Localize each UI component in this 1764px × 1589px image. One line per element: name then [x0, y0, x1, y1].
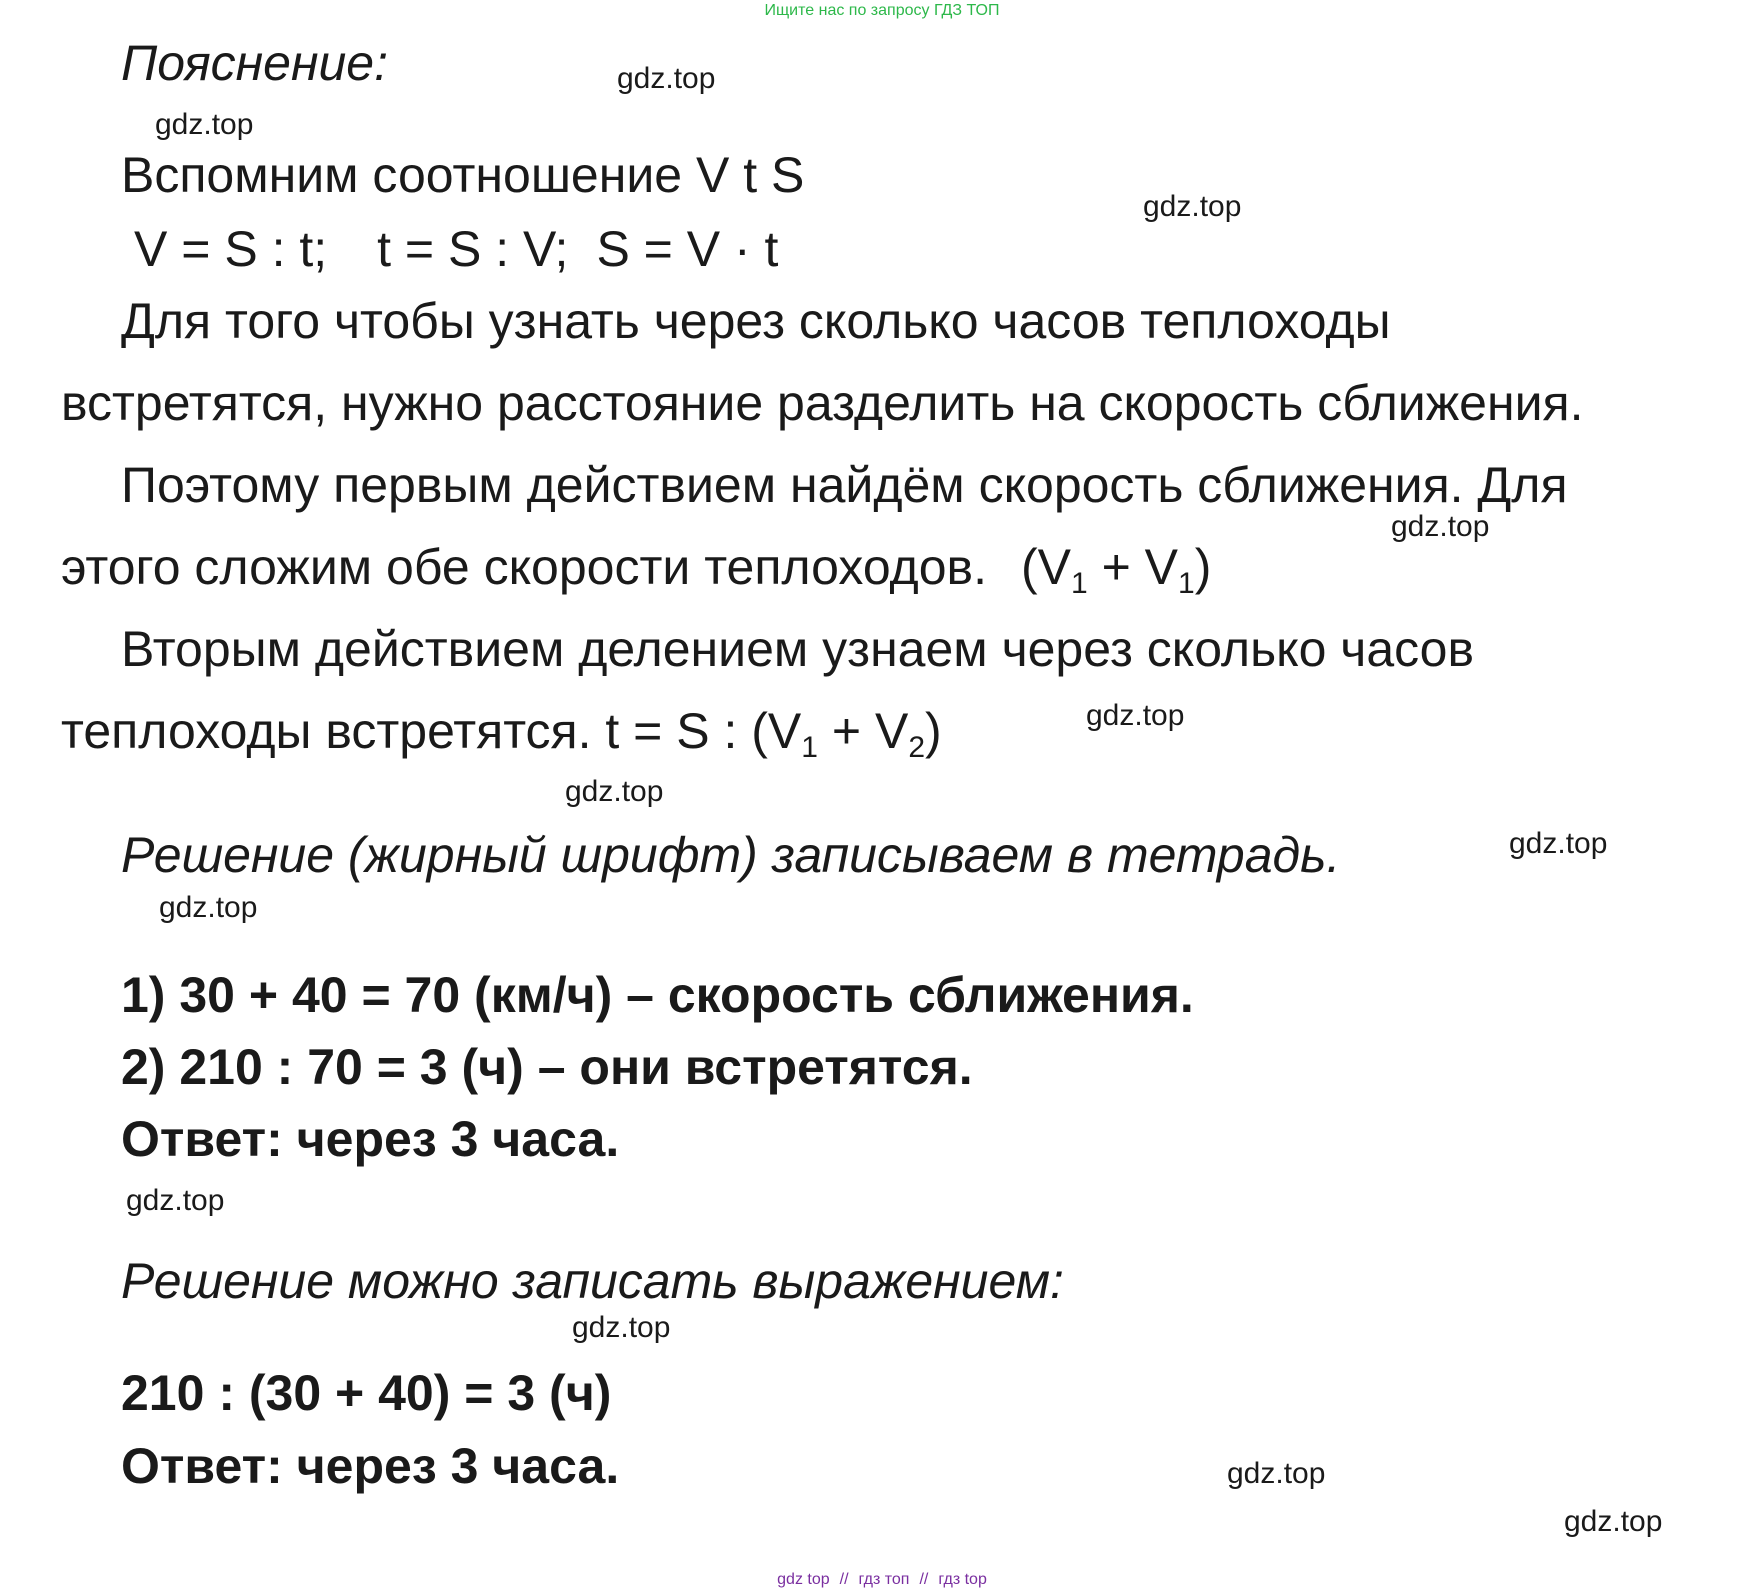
para3-line1: Вторым действием делением узнаем через сколько часов — [121, 621, 1475, 677]
formula-t: t = S : V; — [377, 221, 569, 277]
explanation-heading: Пояснение: — [121, 35, 388, 91]
para1-line1: Для того чтобы узнать через сколько часов теплоходы — [121, 293, 1391, 349]
footer-link-gdz-top-mixed[interactable]: гдз top — [938, 1571, 987, 1588]
watermark: gdz.top — [572, 1311, 671, 1344]
expression-answer: Ответ: через 3 часа. — [121, 1438, 620, 1494]
para3-line2 — [61, 703, 942, 764]
para3-text: теплоходы встретятся. t = S : (V — [61, 703, 802, 759]
formula-s: S = V · t — [596, 221, 779, 277]
para2-line1: Поэтому первым действием найдём скорость сближения. Для — [121, 457, 1568, 513]
solution-answer: Ответ: через 3 часа. — [121, 1111, 620, 1167]
watermark: gdz.top — [1391, 510, 1490, 543]
para2-text: этого сложим обе скорости теплоходов. — [61, 539, 987, 595]
solution-step2: 2) 210 : 70 = 3 (ч) – они встретятся. — [121, 1039, 973, 1095]
watermark: gdz.top — [565, 775, 664, 808]
footer-link-gdz-top-ru[interactable]: гдз топ — [858, 1571, 910, 1588]
para2-expr-close: ) — [1194, 539, 1212, 595]
footer-separator: // — [839, 1571, 849, 1588]
expression-formula: 210 : (30 + 40) = 3 (ч) — [121, 1365, 612, 1421]
watermark: gdz.top — [1564, 1505, 1663, 1538]
footer-link-gdz-top[interactable]: gdz top — [777, 1571, 830, 1588]
expression-heading: Решение можно записать выражением: — [121, 1253, 1064, 1309]
watermark: gdz.top — [1227, 1457, 1326, 1490]
para3-sub2: 2 — [908, 731, 926, 764]
formula-row — [134, 221, 779, 277]
watermark: gdz.top — [155, 108, 254, 141]
para1-line2: встретятся, нужно расстояние разделить на скорость сближения. — [61, 375, 1584, 431]
solution-heading: Решение (жирный шрифт) записываем в тетрадь. — [121, 827, 1341, 883]
para2-sub1: 1 — [1070, 567, 1088, 600]
formula-v: V = S : t; — [134, 221, 328, 277]
watermark: gdz.top — [159, 891, 258, 924]
para2-expr-plus: + V — [1087, 539, 1179, 595]
para2-expr-open: (V — [1020, 539, 1071, 595]
watermark: gdz.top — [126, 1184, 225, 1217]
watermark: gdz.top — [1143, 190, 1242, 223]
watermark: gdz.top — [1086, 699, 1185, 732]
para3-sub1: 1 — [801, 731, 818, 764]
para3-plus: + V — [817, 703, 909, 759]
para3-close: ) — [925, 703, 942, 759]
watermark: gdz.top — [617, 62, 716, 95]
solution-step1: 1) 30 + 40 = 70 (км/ч) – скорость сближения. — [121, 967, 1194, 1023]
footer-links — [0, 1571, 1764, 1589]
para2-sub2: 1 — [1178, 567, 1195, 600]
recall-line: Вспомним соотношение V t S — [121, 147, 805, 203]
search-hint: Ищите нас по запросу ГДЗ ТОП — [764, 2, 1000, 19]
footer-separator: // — [919, 1571, 929, 1588]
watermark: gdz.top — [1509, 827, 1608, 860]
para2-line2 — [61, 539, 1212, 600]
